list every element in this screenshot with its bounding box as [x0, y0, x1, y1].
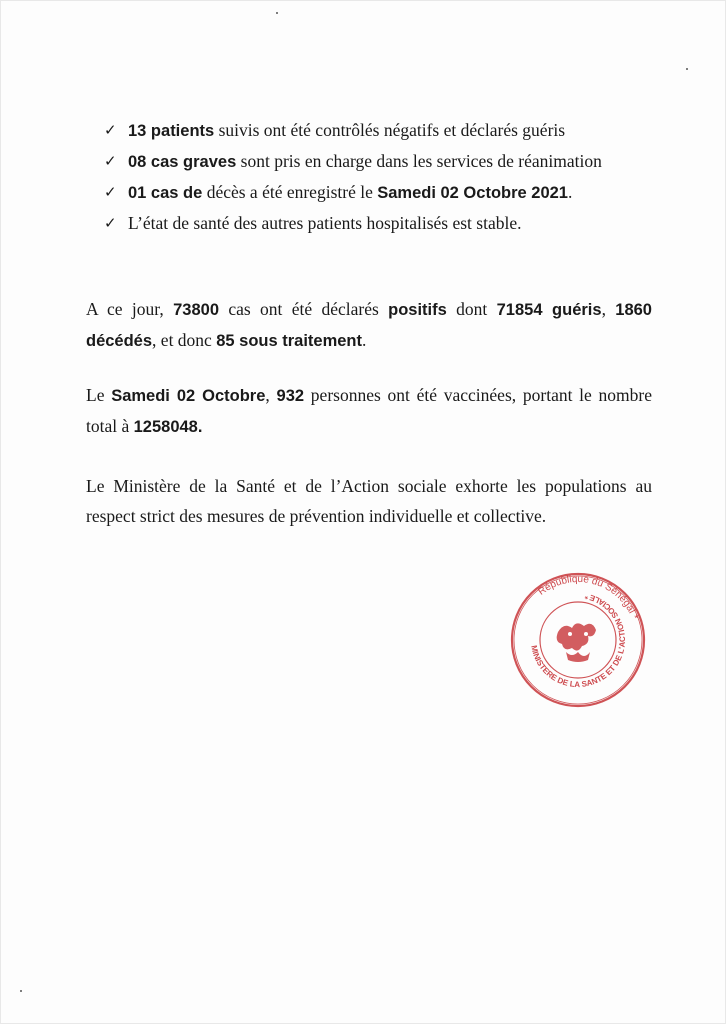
- recovered-count: 71854 guéris: [496, 301, 602, 319]
- bullet-text: décès a été enregistré le: [202, 182, 378, 202]
- bullet-bold: 01 cas de: [128, 184, 203, 202]
- bullet-bold: 08 cas graves: [128, 153, 237, 171]
- vaccinated-count: 932: [276, 387, 305, 405]
- stamp-inner-text: MINISTERE DE LA SANTE ET DE L'ACTION SOCIALE *: [529, 591, 628, 690]
- bullet-item: [104, 116, 650, 145]
- text: ,: [265, 385, 277, 405]
- bullet-bold: 13 patients: [128, 122, 215, 140]
- text: personnes ont été vaccinées, portant le nombre total à: [86, 385, 653, 436]
- text: cas ont été déclarés: [219, 299, 389, 319]
- bullet-item: [104, 147, 650, 176]
- summary-paragraph: [86, 294, 652, 356]
- bullet-bold-date: Samedi 02 Octobre 2021: [377, 184, 568, 202]
- checkmark-icon: ✓: [104, 152, 117, 170]
- bullet-item: [104, 209, 650, 237]
- text: dont: [446, 299, 497, 319]
- under-treatment-count: 85 sous traitement: [216, 332, 363, 350]
- text: .: [362, 330, 367, 350]
- bullet-text: sont pris en charge dans les services de réanimation: [236, 151, 602, 171]
- bullet-text: suivis ont été contrôlés négatifs et déclarés guéris: [214, 120, 566, 140]
- stamp-outer-text: République du Sénégal *: [536, 573, 640, 622]
- vaccinated-total: 1258048.: [133, 418, 203, 436]
- ministry-exhortation: Le Ministère de la Santé et de l’Action sociale exhorte les populations au respect strict des mesures de prévention individuelle et collective.: [86, 476, 652, 526]
- vaccination-paragraph: [86, 380, 652, 442]
- checkmark-icon: ✓: [104, 183, 117, 201]
- stamp-emblem-icon: [557, 623, 596, 662]
- checkmark-icon: ✓: [104, 214, 117, 232]
- checkmark-icon: ✓: [104, 121, 117, 139]
- bullet-list: [104, 116, 650, 239]
- text: A ce jour,: [86, 299, 174, 319]
- positive-label: positifs: [388, 301, 447, 319]
- deaths-count: 1860 décédés: [86, 301, 652, 350]
- text: , et donc: [152, 330, 217, 350]
- bullet-item: [104, 178, 650, 207]
- ministry-seal-stamp: [508, 570, 648, 710]
- vaccination-date: Samedi 02 Octobre: [111, 387, 266, 405]
- total-cases: 73800: [173, 301, 219, 319]
- bullet-text: L’état de santé des autres patients hospitalisés est stable.: [128, 213, 522, 233]
- bullet-text-end: .: [567, 182, 573, 202]
- text: Le: [86, 385, 112, 405]
- text: ,: [601, 299, 616, 319]
